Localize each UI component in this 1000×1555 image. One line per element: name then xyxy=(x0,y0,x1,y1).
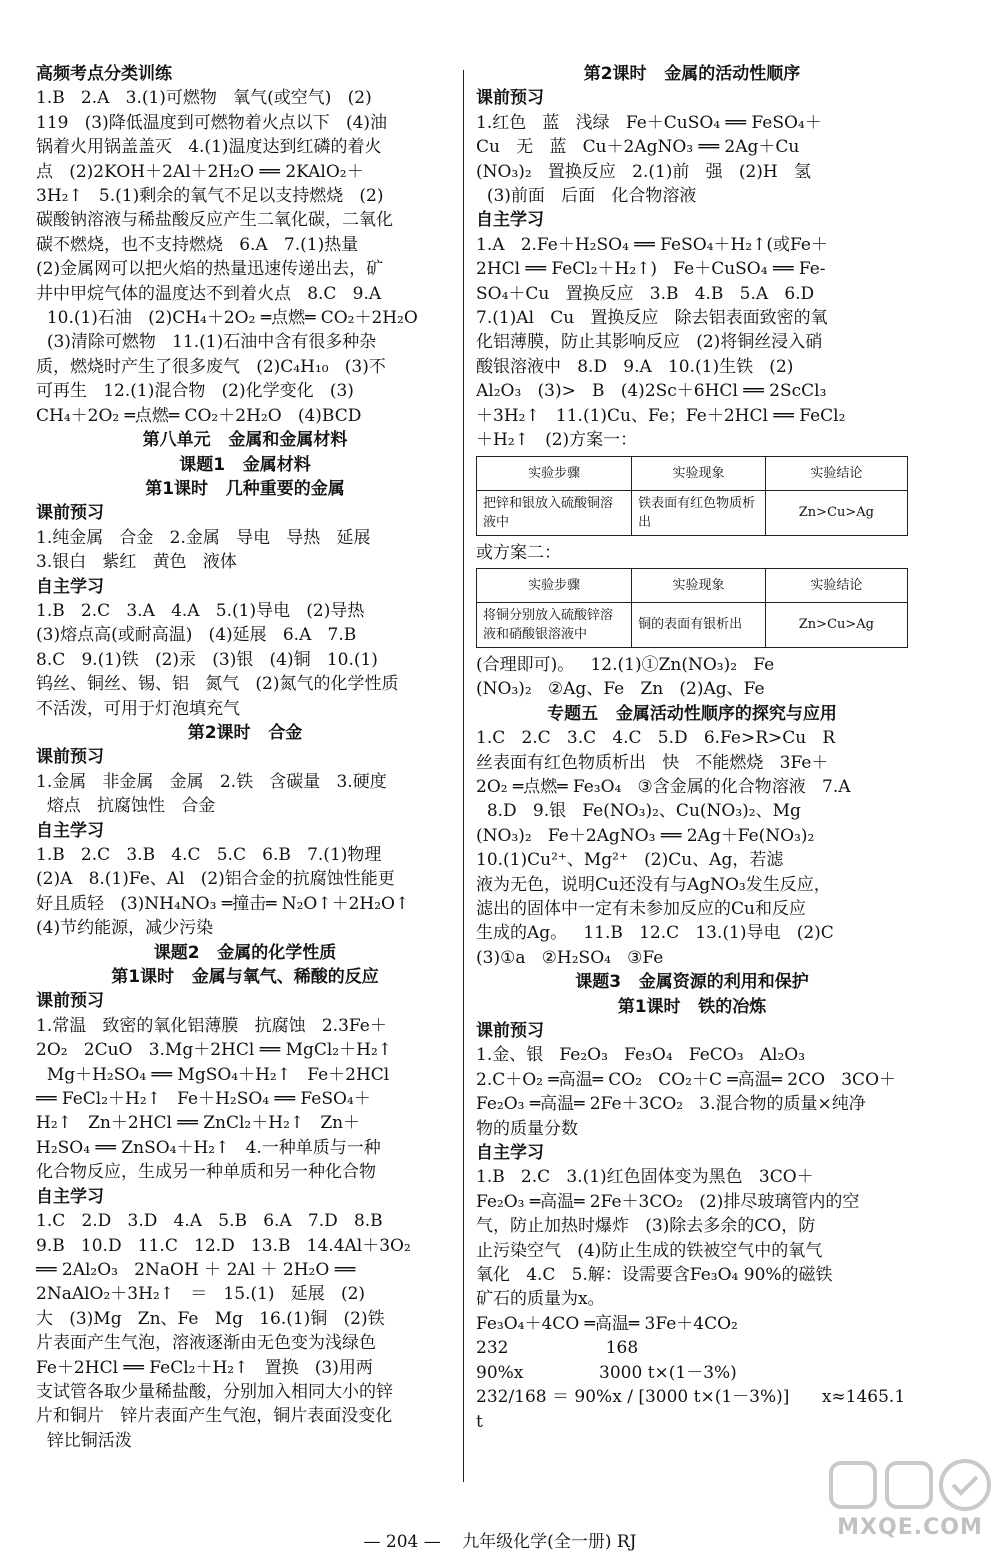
table-header-cell: 实验现象 xyxy=(632,568,766,602)
answer-line: 锅着火用锅盖盖灭 4.(1)温度达到红磷的着火 xyxy=(36,137,382,158)
table-header-cell: 实验步骤 xyxy=(477,456,632,490)
table-header-cell: 实验结论 xyxy=(765,456,907,490)
answer-line: 钨丝、铜丝、锡、铝 氮气 (2)氮气的化学性质 xyxy=(36,674,399,695)
section-heading: 自主学习 xyxy=(476,1143,544,1164)
answer-line: 1.红色 蓝 浅绿 Fe＋CuSO₄ ══ FeSO₄＋ xyxy=(476,112,822,133)
table-header-cell: 实验结论 xyxy=(765,568,907,602)
answer-line: 8.C 9.(1)铁 (2)汞 (3)银 (4)铜 10.(1) xyxy=(36,649,378,670)
answer-line: 不活泼，可用于灯泡填充气 xyxy=(36,698,240,719)
answer-line: ══ 2Al₂O₃ 2NaOH ＋ 2Al ＋ 2H₂O ══ xyxy=(36,1259,356,1280)
answer-line: 丝表面有红色物质析出 快 不能燃烧 3Fe＋ xyxy=(476,752,829,773)
section-heading: 自主学习 xyxy=(476,210,544,231)
answer-line: 化铝薄膜，防止其影响反应 (2)将铜丝浸入硝 xyxy=(476,332,823,353)
answer-line: 1.纯金属 合金 2.金属 导电 导热 延展 xyxy=(36,527,371,548)
answer-line: 1.B 2.C 3.(1)红色固体变为黑色 3CO＋ xyxy=(476,1167,814,1188)
answer-line: 1.B 2.C 3.B 4.C 5.C 6.B 7.(1)物理 xyxy=(36,845,382,865)
answer-line: (3)①a ②H₂SO₄ ③Fe xyxy=(476,947,664,968)
answer-line: (合理即可)。 12.(1)①Zn(NO₃)₂ Fe xyxy=(476,654,775,675)
lesson-title: 课题2 金属的化学性质 xyxy=(153,942,337,963)
watermark-logo xyxy=(825,1455,995,1545)
lesson-title: 课题1 金属材料 xyxy=(179,454,311,475)
answer-line: 质，燃烧时产生了很多废气 (2)C₄H₁₀ (3)不 xyxy=(36,356,386,377)
answer-line: 矿石的质量为x。 xyxy=(476,1289,605,1310)
table-row xyxy=(477,602,908,647)
lesson-title: 第1课时 铁的冶炼 xyxy=(617,996,767,1017)
section-heading: 自主学习 xyxy=(36,576,104,597)
answer-line: 7.(1)Al Cu 置换反应 除去铝表面致密的氧 xyxy=(476,308,828,329)
watermark-graphic xyxy=(825,1455,995,1515)
left-column xyxy=(36,62,454,1453)
answer-line: 气，防止加热时爆炸 (3)除去多余的CO，防 xyxy=(476,1216,816,1237)
answer-line: 2HCl ══ FeCl₂＋H₂↑) Fe＋CuSO₄ ══ Fe- xyxy=(476,259,826,280)
answer-line: 8.D 9.银 Fe(NO₃)₂、Cu(NO₃)₂、Mg xyxy=(476,801,801,822)
answer-line: 碳酸钠溶液与稀盐酸反应产生二氧化碳，二氧化 xyxy=(36,210,393,231)
right-column-bottom xyxy=(476,653,911,1434)
answer-line: 点 (2)2KOH＋2Al＋2H₂O ══ 2KAlO₂＋ xyxy=(36,161,364,182)
answer-line: Cu 无 蓝 Cu＋2AgNO₃ ══ 2Ag＋Cu xyxy=(476,137,800,158)
answer-line: 物的质量分数 xyxy=(476,1118,578,1139)
answer-line: 止污染空气 (4)防止生成的铁被空气中的氧气 xyxy=(476,1240,823,1261)
answer-line: 1.B 2.C 3.A 4.A 5.(1)导电 (2)导热 xyxy=(36,600,365,621)
table-header-row xyxy=(477,568,908,602)
answer-line: 9.B 10.D 11.C 12.D 13.B 14.4Al＋3O₂ xyxy=(36,1235,411,1256)
answer-line: 1.金、银 Fe₂O₃ Fe₃O₄ FeCO₃ Al₂O₃ xyxy=(476,1045,806,1066)
answer-line: 氧化 4.C 5.解：设需要含Fe₃O₄ 90%的磁铁 xyxy=(476,1265,833,1286)
answer-line: (3)熔点高(或耐高温) (4)延展 6.A 7.B xyxy=(36,625,357,646)
answer-line: Fe₂O₃ ═高温═ 2Fe＋3CO₂ 3.混合物的质量×纯净 xyxy=(476,1094,866,1115)
table-header-cell: 实验现象 xyxy=(632,456,766,490)
experiment-table-2 xyxy=(476,568,908,648)
answer-line: 10.(1)Cu²⁺、Mg²⁺ (2)Cu、Ag，若滤 xyxy=(476,850,784,871)
answer-line: 可再生 12.(1)混合物 (2)化学变化 (3) xyxy=(36,381,354,402)
table-header-cell: 实验步骤 xyxy=(477,568,632,602)
section-heading: 课前预习 xyxy=(36,747,104,768)
section-heading: 课前预习 xyxy=(476,88,544,109)
answer-line: 1.C 2.D 3.D 4.A 5.B 6.A 7.D 8.B xyxy=(36,1211,383,1232)
answer-line: 酸银溶液中 8.D 9.A 10.(1)生铁 (2) xyxy=(476,356,794,377)
answer-line: 1.常温 致密的氧化铝薄膜 抗腐蚀 2.3Fe＋ xyxy=(36,1015,387,1036)
answer-line: 1.A 2.Fe＋H₂SO₄ ══ FeSO₄＋H₂↑(或Fe＋ xyxy=(476,234,828,255)
answer-line: (NO₃)₂ 置换反应 2.(1)前 强 (2)H 氢 xyxy=(476,161,811,182)
lesson-title: 第1课时 几种重要的金属 xyxy=(145,478,345,499)
answer-line: 2NaAlO₂＋3H₂↑ ＝ 15.(1) 延展 (2) xyxy=(36,1284,366,1305)
answer-line: 片表面产生气泡，溶液逐渐由无色变为浅绿色 xyxy=(36,1333,376,1354)
answer-line: 好且质轻 (3)NH₄NO₃ ═撞击═ N₂O↑＋2H₂O↑ xyxy=(36,893,410,914)
answer-line: H₂SO₄ ══ ZnSO₄＋H₂↑ 4.一种单质与一种 xyxy=(36,1137,381,1158)
answer-line: 90%x 3000 t×(1－3%) xyxy=(476,1362,737,1383)
answer-line: 碳不燃烧，也不支持燃烧 6.A 7.(1)热量 xyxy=(36,234,359,255)
experiment-table-1 xyxy=(476,456,908,536)
lesson-title: 第八单元 金属和金属材料 xyxy=(142,430,348,451)
answer-line: Al₂O₃ (3)> B (4)2Sc＋6HCl ══ 2ScCl₃ xyxy=(476,381,827,402)
answer-line: 1.B 2.A 3.(1)可燃物 氧气(或空气) (2) xyxy=(36,88,372,109)
answer-line: SO₄＋Cu 置换反应 3.B 4.B 5.A 6.D xyxy=(476,283,815,304)
table-cell: 铜的表面有银析出 xyxy=(632,602,766,647)
answer-line: 滤出的固体中一定有未参加反应的Cu和反应 xyxy=(476,898,806,919)
table-header-row xyxy=(477,456,908,490)
answer-line: 2O₂ 2CuO 3.Mg＋2HCl ══ MgCl₂＋H₂↑ xyxy=(36,1040,393,1061)
section-heading: 高频考点分类训练 xyxy=(36,64,172,84)
answer-line: 232/168 ＝ 90%x / [3000 t×(1－3%)] x≈1465.1 t xyxy=(476,1387,911,1432)
answer-line: 液为无色，说明Cu还没有与AgNO₃发生反应， xyxy=(476,874,831,895)
answer-line: (2)A 8.(1)Fe、Al (2)铝合金的抗腐蚀性能更 xyxy=(36,869,395,890)
book-title: 九年级化学(全一册) RJ xyxy=(462,1532,637,1552)
answer-line: (4)节约能源，减少污染 xyxy=(36,918,214,939)
answer-line: ＋3H₂↑ 11.(1)Cu、Fe；Fe＋2HCl ══ FeCl₂ xyxy=(476,405,846,426)
page-number: — 204 — xyxy=(363,1532,441,1552)
table-cell: 把锌和银放入硫酸铜溶液中 xyxy=(477,490,632,535)
answer-line: 10.(1)石油 (2)CH₄＋2O₂ ═点燃═ CO₂＋2H₂O xyxy=(36,308,418,329)
lesson-title: 第2课时 合金 xyxy=(187,722,303,743)
answer-line: 大 (3)Mg Zn、Fe Mg 16.(1)铜 (2)铁 xyxy=(36,1308,385,1329)
column-divider xyxy=(463,70,464,1482)
answer-line: 支试管各取少量稀盐酸，分别加入相同大小的锌 xyxy=(36,1381,393,1402)
answer-line: (3)清除可燃物 11.(1)石油中含有很多种杂 xyxy=(36,332,377,353)
lesson-title: 课题3 金属资源的利用和保护 xyxy=(575,972,809,993)
answer-line: 1.金属 非金属 金属 2.铁 含碳量 3.硬度 xyxy=(36,771,387,792)
answer-line: 1.C 2.C 3.C 4.C 5.D 6.Fe>R>Cu R xyxy=(476,728,836,749)
answer-line: (2)金属网可以把火焰的热量迅速传递出去，矿 xyxy=(36,259,384,280)
answer-line: Mg＋H₂SO₄ ══ MgSO₄＋H₂↑ Fe＋2HCl xyxy=(36,1064,390,1085)
answer-line: CH₄＋2O₂ ═点燃═ CO₂＋2H₂O (4)BCD xyxy=(36,405,362,426)
answer-line: 119 (3)降低温度到可燃物着火点以下 (4)油 xyxy=(36,112,388,133)
answer-line: 井中甲烷气体的温度达不到着火点 8.C 9.A xyxy=(36,283,382,304)
right-column xyxy=(476,62,911,1434)
table-cell: 铁表面有红色物质析出 xyxy=(632,490,766,535)
section-heading: 课前预习 xyxy=(36,503,104,524)
section-heading: 自主学习 xyxy=(36,1186,104,1207)
answer-line: ══ FeCl₂＋H₂↑ Fe＋H₂SO₄ ══ FeSO₄＋ xyxy=(36,1089,371,1110)
answer-line: 2O₂ ═点燃═ Fe₃O₄ ③含金属的化合物溶液 7.A xyxy=(476,776,851,797)
answer-line: Fe₂O₃ ═高温═ 2Fe＋3CO₂ (2)排尽玻璃管内的空 xyxy=(476,1191,860,1212)
answer-line: 片和铜片 锌片表面产生气泡，铜片表面没变化 xyxy=(36,1406,393,1427)
table-cell: 将铜分别放入硫酸锌溶液和硝酸银溶液中 xyxy=(477,602,632,647)
answer-line: (3)前面 后面 化合物溶液 xyxy=(476,186,697,207)
answer-line: 2.C＋O₂ ═高温═ CO₂ CO₂＋C ═高温═ 2CO 3CO＋ xyxy=(476,1069,897,1090)
answer-line: 232 168 xyxy=(476,1338,639,1359)
answer-line: H₂↑ Zn＋2HCl ══ ZnCl₂＋H₂↑ Zn＋ xyxy=(36,1113,361,1134)
answer-line: (NO₃)₂ ②Ag、Fe Zn (2)Ag、Fe xyxy=(476,679,765,700)
lesson-title: 第2课时 金属的活动性顺序 xyxy=(583,64,801,84)
right-column-top xyxy=(476,62,908,453)
answer-line: 熔点 抗腐蚀性 合金 xyxy=(36,796,216,817)
answer-line: ＋H₂↑ (2)方案一： xyxy=(476,430,638,451)
answer-line: 化合物反应，生成另一种单质和另一种化合物 xyxy=(36,1162,376,1183)
table-row xyxy=(477,490,908,535)
table-cell: Zn>Cu>Ag xyxy=(765,490,907,535)
answer-line: 3.银白 紫红 黄色 液体 xyxy=(36,552,237,573)
answer-line: (NO₃)₂ Fe＋2AgNO₃ ══ 2Ag＋Fe(NO₃)₂ xyxy=(476,825,815,846)
table2-label: 或方案二： xyxy=(476,542,561,563)
watermark-text: MXQE.COM xyxy=(837,1515,983,1540)
table-cell: Zn>Cu>Ag xyxy=(765,602,907,647)
section-heading: 自主学习 xyxy=(36,820,104,841)
answer-line: 3H₂↑ 5.(1)剩余的氧气不足以支持燃烧 (2) xyxy=(36,186,384,207)
section-heading: 课前预习 xyxy=(476,1021,544,1041)
answer-line: Fe₃O₄＋4CO ═高温═ 3Fe＋4CO₂ xyxy=(476,1313,738,1334)
section-heading: 课前预习 xyxy=(36,991,104,1012)
answer-line: 生成的Ag。 11.B 12.C 13.(1)导电 (2)C xyxy=(476,923,834,944)
answer-line: 锌比铜活泼 xyxy=(36,1430,132,1451)
answer-line: Fe＋2HCl ══ FeCl₂＋H₂↑ 置换 (3)用两 xyxy=(36,1357,373,1378)
lesson-title: 第1课时 金属与氧气、稀酸的反应 xyxy=(111,967,379,988)
lesson-title: 专题五 金属活动性顺序的探究与应用 xyxy=(547,703,837,724)
